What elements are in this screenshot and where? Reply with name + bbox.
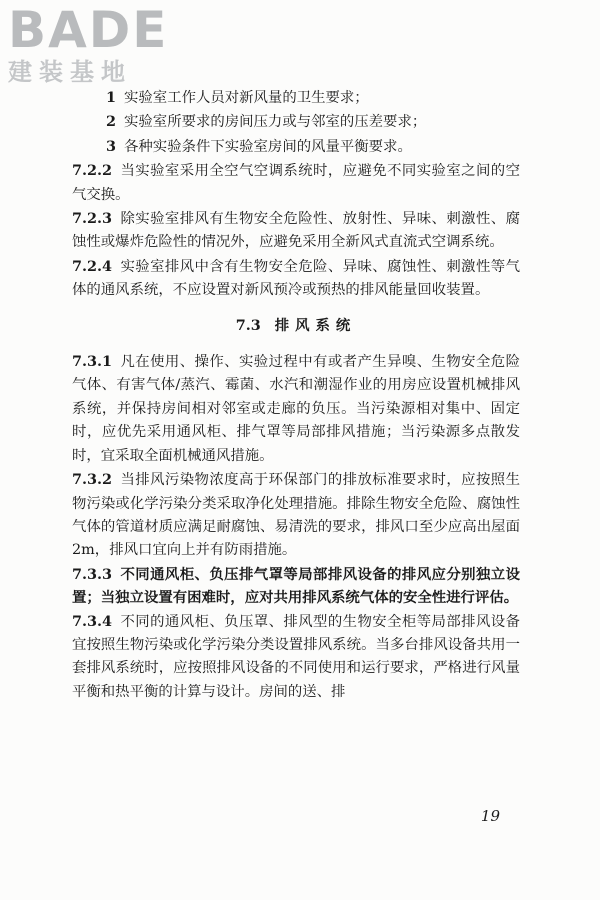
bade-logo <box>8 1 183 88</box>
page-number: 19 <box>480 807 500 825</box>
clause-7-2-2: 7.2.2 当实验室采用全空气空调系统时，应避免不同实验室之间的空气交换。 <box>72 162 520 203</box>
clause-7-3-3: 7.3.3 不同通风柜、负压排气罩等局部排风设备的排风应分别独立设置；当独立设置有困难时，应对共用排风系统气体的安全性进行评估。 <box>72 565 520 607</box>
section-heading: 7.3 排风系统 <box>235 316 357 334</box>
list-item: 3 各种实验条件下实验室房间的风量平衡要求。 <box>106 137 412 155</box>
clause-7-3-4: 7.3.4 不同的通风柜、负压罩、排风型的生物安全柜等局部排风设备宜按照生物污染或化学污染分类设置排风系统。当多台排风设备共用一套排风系统时，应按照排风设备的不同使用和运行要求，严格进行风量平衡和热平衡的计算与设计。房间的送、排 <box>72 612 520 700</box>
logo-wordmark: BADE <box>8 1 169 59</box>
clause-7-2-4: 7.2.4 实验室排风中含有生物安全危险、异味、腐蚀性、刺激性等气体的通风系统，不应设置对新风预冷或预热的排风能量回收装置。 <box>72 257 520 299</box>
list-item: 1 实验室工作人员对新风量的卫生要求； <box>106 89 369 106</box>
clause-7-2-3: 7.2.3 除实验室排风有生物安全危险性、放射性、异味、刺激性、腐蚀性或爆炸危险性的情况外，应避免采用全新风式直流式空调系统。 <box>72 210 520 251</box>
clause-7-3-2: 7.3.2 当排风污染物浓度高于环保部门的排放标准要求时，应按照生物污染或化学污染分类采取净化处理措施。排除生物安全危险、腐蚀性气体的管道材质应满足耐腐蚀、易清洗的要求，排风口至少应高出屋面 2m，排风口宜向上并有防雨措施。 <box>72 471 520 559</box>
document-body <box>72 86 520 704</box>
clause-7-3-1: 7.3.1 凡在使用、操作、实验过程中有或者产生异嗅、生物安全危险气体、有害气体/蒸汽、霉菌、水汽和潮湿作业的用房应设置机械排风系统，并保持房间相对邻室或走廊的负压。当污染源相对集中、固定时，应优先采用通风柜、排气罩等局部排风措施；当污染源多点散发时，宜采取全面机械通风措施。 <box>72 353 520 464</box>
logo-chinese-name: 建装基地 <box>8 58 132 86</box>
list-item: 2 实验室所要求的房间压力或与邻室的压差要求； <box>106 113 427 131</box>
